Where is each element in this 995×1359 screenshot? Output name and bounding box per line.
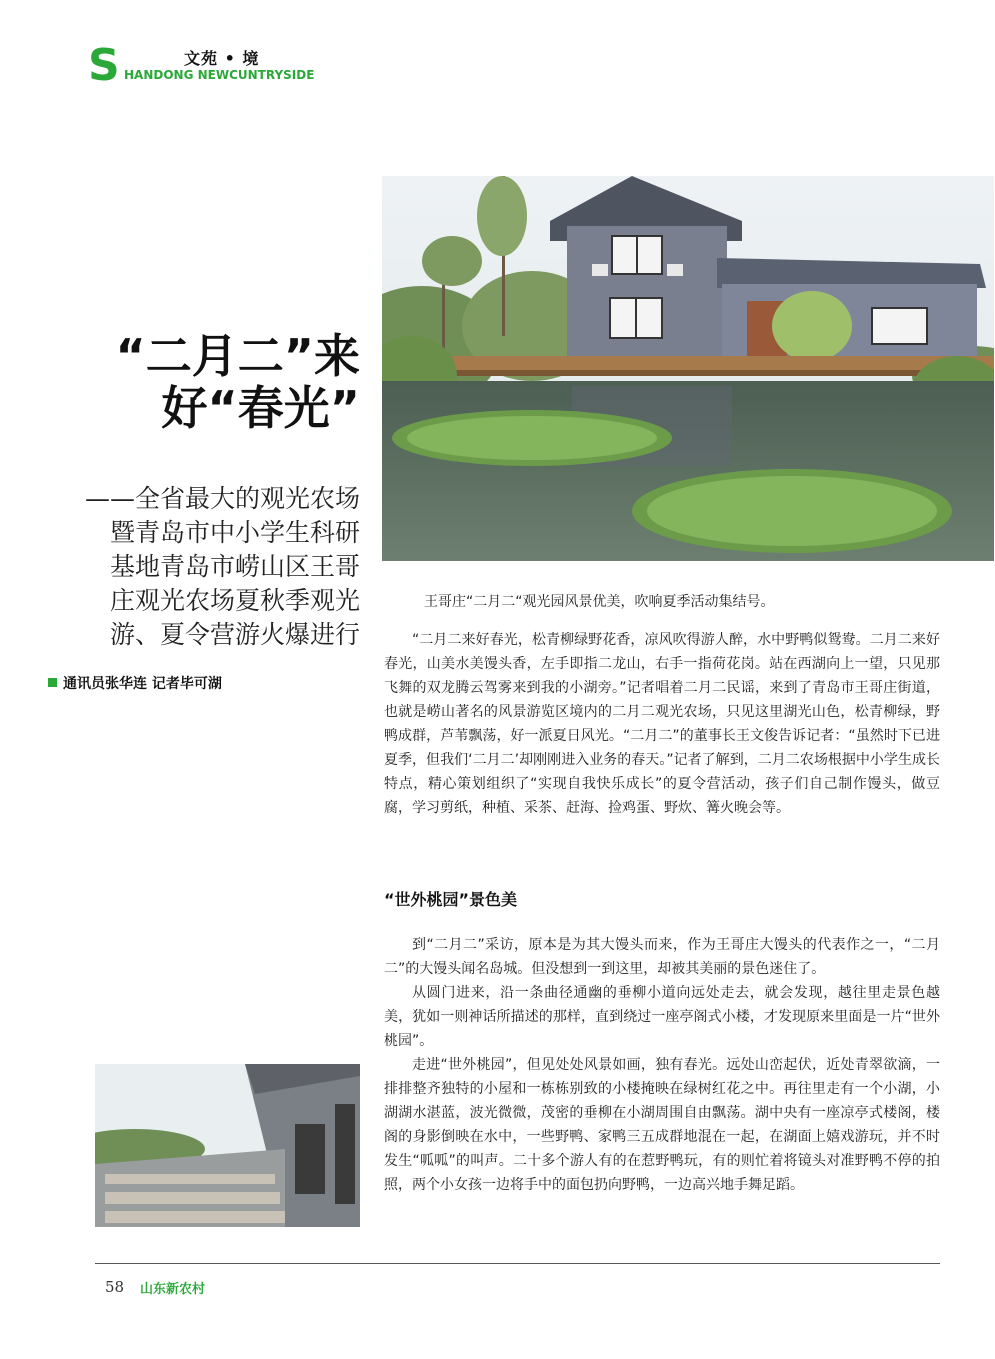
title-line: “二月二”来 <box>115 329 360 383</box>
farmhouse-lake-illustration <box>382 176 994 561</box>
subtitle-line: 暨青岛市中小学生科研 <box>109 518 360 547</box>
cottages-row-illustration <box>95 1064 360 1227</box>
photo-caption: 王哥庄“二月二“观光园风景优美，吹响夏季活动集结号。 <box>424 594 775 610</box>
article-title <box>40 330 360 434</box>
section-label: 文苑 • 境 <box>184 49 260 68</box>
subtitle-line: ——全省最大的观光农场 <box>84 484 360 513</box>
page-number: 58 <box>105 1278 125 1296</box>
footer-divider <box>95 1263 940 1264</box>
title-line: 好“春光” <box>161 381 360 435</box>
subtitle-line: 游、夏令营游火爆进行 <box>109 620 360 649</box>
section-heading: “世外桃园”景色美 <box>384 890 518 909</box>
byline-square-icon <box>48 678 57 687</box>
subtitle-line: 基地青岛市崂山区王哥 <box>109 552 360 581</box>
body-paragraph: 从圆门进来，沿一条曲径通幽的垂柳小道向远处走去，就会发现，越往里走景色越美，犹如一则神话所描述的那样，直到绕过一座亭阁式小楼，才发现原来里面是一片“世外桃园”。 <box>384 985 940 1049</box>
subtitle-line: 庄观光农场夏秋季观光 <box>109 586 360 615</box>
body-paragraph: 到“二月二”采访，原本是为其大馒头而来，作为王哥庄大馒头的代表作之一，“二月二”的大馒头闻名岛城。但没想到一到这里，却被其美丽的景色迷住了。 <box>384 937 940 977</box>
magazine-brand: 山东新农村 <box>140 1282 206 1297</box>
body-paragraph: 走进“世外桃园”，但见处处风景如画，独有春光。远处山峦起伏，近处青翠欲滴，一排排整齐独特的小屋和一栋栋别致的小楼掩映在绿树红花之中。再往里走有一个小湖，小湖湖水湛蓝，波光微微，茂密的垂柳在小湖周围自由飘荡。湖中央有一座凉亭式楼阁，楼阁的身影倒映在水中，一些野鸭、家鸭三五成群地混在一起，在湖面上嬉戏游玩，并不时发生“呱呱”的叫声。二十多个游人有的在惹野鸭玩，有的则忙着将镜头对准野鸭不停的拍照，两个小女孩一边将手中的面包扔向野鸭，一边高兴地手舞足蹈。 <box>384 1057 940 1193</box>
byline <box>48 673 222 693</box>
magazine-logo-letter: S <box>88 40 120 91</box>
section-body <box>384 933 940 1197</box>
cottages-row-photo <box>95 1064 360 1227</box>
byline-text: 通讯员张华连 记者毕可湖 <box>63 676 222 692</box>
intro-paragraph-block <box>384 628 940 820</box>
intro-paragraph: “二月二来好春光，松青柳绿野花香，凉风吹得游人醉，水中野鸭似鸳鸯。二月二来好春光，山美水美馒头香，左手即指二龙山，右手一指荷花岗。站在西湖向上一望，只见那飞舞的双龙腾云驾雾来到我的小湖旁。”记者唱着二月二民谣，来到了青岛市王哥庄街道，也就是崂山著名的风景游览区境内的二月二观光农场，只见这里湖光山色，松青柳绿，野鸭成群，芦苇飘荡，好一派夏日风光。“二月二”的董事长王文俊告诉记者：“虽然时下已进夏季，但我们‘二月二’却刚刚进入业务的春天。”记者了解到，二月二农场根据中小学生成长特点，精心策划组织了“实现自我快乐成长”的夏令营活动，孩子们自己制作馒头，做豆腐，学习剪纸，种植、采茶、赶海、捡鸡蛋、野炊、篝火晚会等。 <box>384 632 940 816</box>
article-subtitle <box>70 482 360 652</box>
magazine-name: HANDONG NEWCUNTRYSIDE <box>124 68 315 82</box>
farmhouse-lake-photo <box>382 176 994 561</box>
